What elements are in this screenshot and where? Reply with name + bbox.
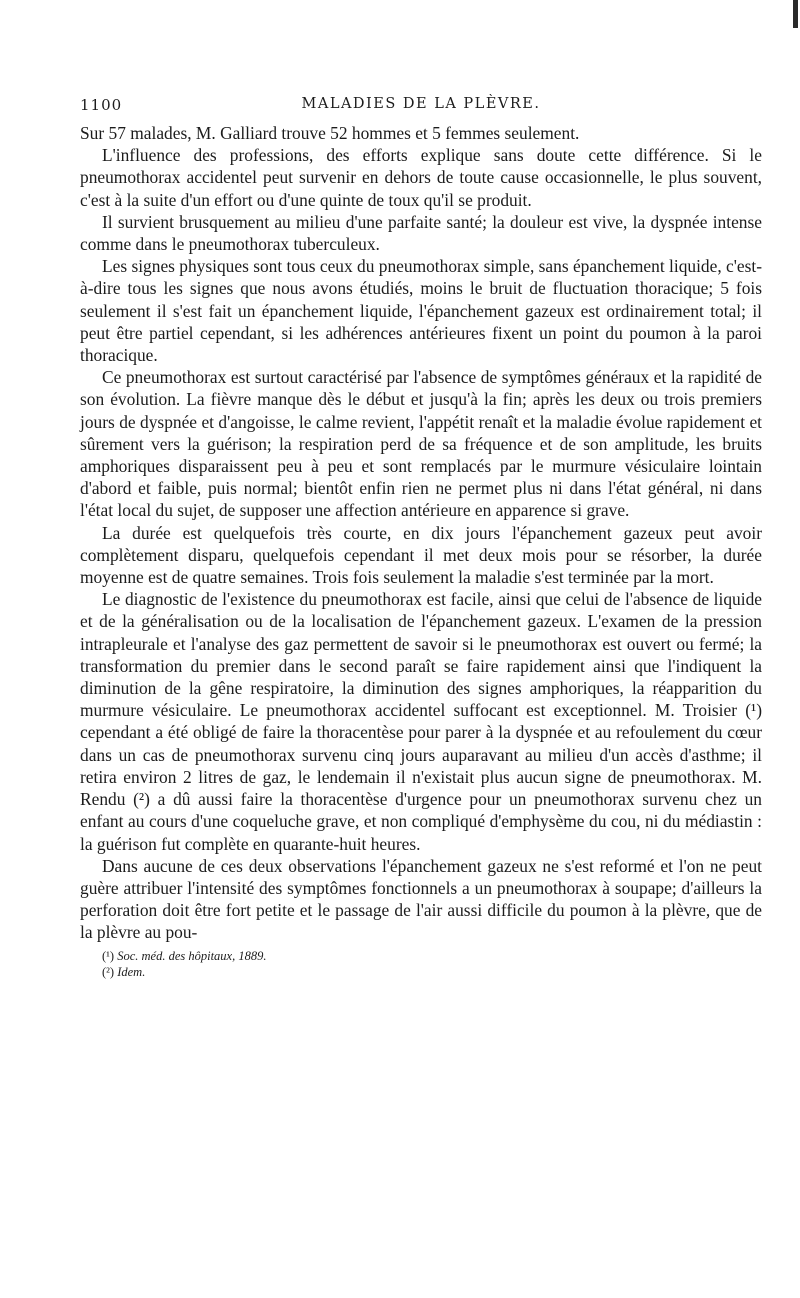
- paragraph: La durée est quelquefois très courte, en dix jours l'épanchement gazeux peut avoir complètement disparu, quelquefois cependant il met deux mois pour se résorber, la durée moyenne est de quatre semaines. Trois fois seulement la maladie s'est terminée par la mort.: [80, 522, 762, 588]
- paragraph: Sur 57 malades, M. Galliard trouve 52 hommes et 5 femmes seulement.: [80, 123, 580, 143]
- paragraph: Dans aucune de ces deux observations l'épanchement gazeux ne s'est reformé et l'on ne peut guère attribuer l'intensité des symptômes fonctionnels a un pneumothorax à soupape; d'ailleurs la perforation doit être fort petite et le passage de l'air aussi difficile du poumon à la plèvre, que de la plèvre au pou-: [80, 855, 762, 943]
- body-text: [80, 122, 762, 944]
- paragraph: Le diagnostic de l'existence du pneumothorax est facile, ainsi que celui de l'absence de liquide et de la généralisation ou de la localisation de l'épanchement gazeux. L'examen de la pression intrapleurale et l'analyse des gaz permettent de savoir si le pneumothorax est ouvert ou fermé; la transformation du premier dans le second paraît se faire rapidement ainsi que l'indiquent la diminution de la gêne respiratoire, la diminution des signes amphoriques, la réapparition du murmure vésiculaire. Le pneumothorax accidentel suffocant est exceptionnel. M. Troisier (¹) cependant a été obligé de faire la thoracentèse pour parer à la dyspnée et au refoulement du cœur dans un cas de pneumothorax survenu cinq jours auparavant au milieu d'un accès d'asthme; il retira environ 2 litres de gaz, le lendemain il n'existait plus aucun signe de pneumothorax. M. Rendu (²) a dû aussi faire la thoracentèse d'urgence pour un pneumothorax survenu chez un enfant au cours d'une coqueluche grave, et non compliqué d'emphysème du cou, ni du médiastin : la guérison fut complète en quarante-huit heures.: [80, 589, 762, 854]
- paragraph: L'influence des professions, des efforts explique sans doute cette différence. Si le pneumothorax accidentel peut survenir en dehors de toute cause occasionnelle, le plus souvent, c'est à la suite d'un effort ou d'une quinte de toux qu'il se produit.: [80, 145, 762, 210]
- paragraph: Ce pneumothorax est surtout caractérisé par l'absence de symptômes généraux et la rapidité de son évolution. La fièvre manque dès le début et jusqu'à la fin; après les deux ou trois premiers jours de dyspnée et d'angoisse, le calme revient, l'appétit renaît et la maladie évolue rapidement et sûrement vers la guérison; la respiration perd de sa fréquence et de son amplitude, les bruits amphoriques disparaissent peu à peu et sont remplacés par le murmure vésiculaire lointain d'abord et faible, puis normal; bientôt enfin rien ne permet plus ni dans l'état général, ni dans l'état local du sujet, de supposer une affection antérieure en apparence si grave.: [80, 367, 762, 521]
- running-head: [80, 96, 762, 116]
- footnote-mark: (²): [102, 964, 115, 979]
- paragraph: Les signes physiques sont tous ceux du pneumothorax simple, sans épanchement liquide, c'est-à-dire tous les signes que nous avons étudiés, moins le bruit de fluctuation thoracique; 5 fois seulement il s'est fait un épanchement liquide, l'épanchement gazeux est ordinairement total; il peut être partiel cependant, si les adhérences antérieures fixent un point du poumon à la paroi thoracique.: [80, 256, 762, 366]
- book-page: [80, 96, 762, 980]
- page-edge-rule: [793, 0, 798, 28]
- running-title: MALADIES DE LA PLÈVRE.: [301, 96, 541, 112]
- paragraph: Il survient brusquement au milieu d'une parfaite santé; la douleur est vive, la dyspnée intense comme dans le pneumothorax tuberculeux.: [80, 211, 762, 255]
- page-number: 1100: [80, 96, 123, 114]
- footnote: [102, 948, 762, 964]
- footnote-text: Idem.: [117, 964, 146, 979]
- footnotes: [80, 948, 762, 980]
- footnote-text: Soc. méd. des hôpitaux, 1889.: [117, 948, 267, 963]
- footnote: [102, 964, 762, 980]
- footnote-mark: (¹): [102, 948, 115, 963]
